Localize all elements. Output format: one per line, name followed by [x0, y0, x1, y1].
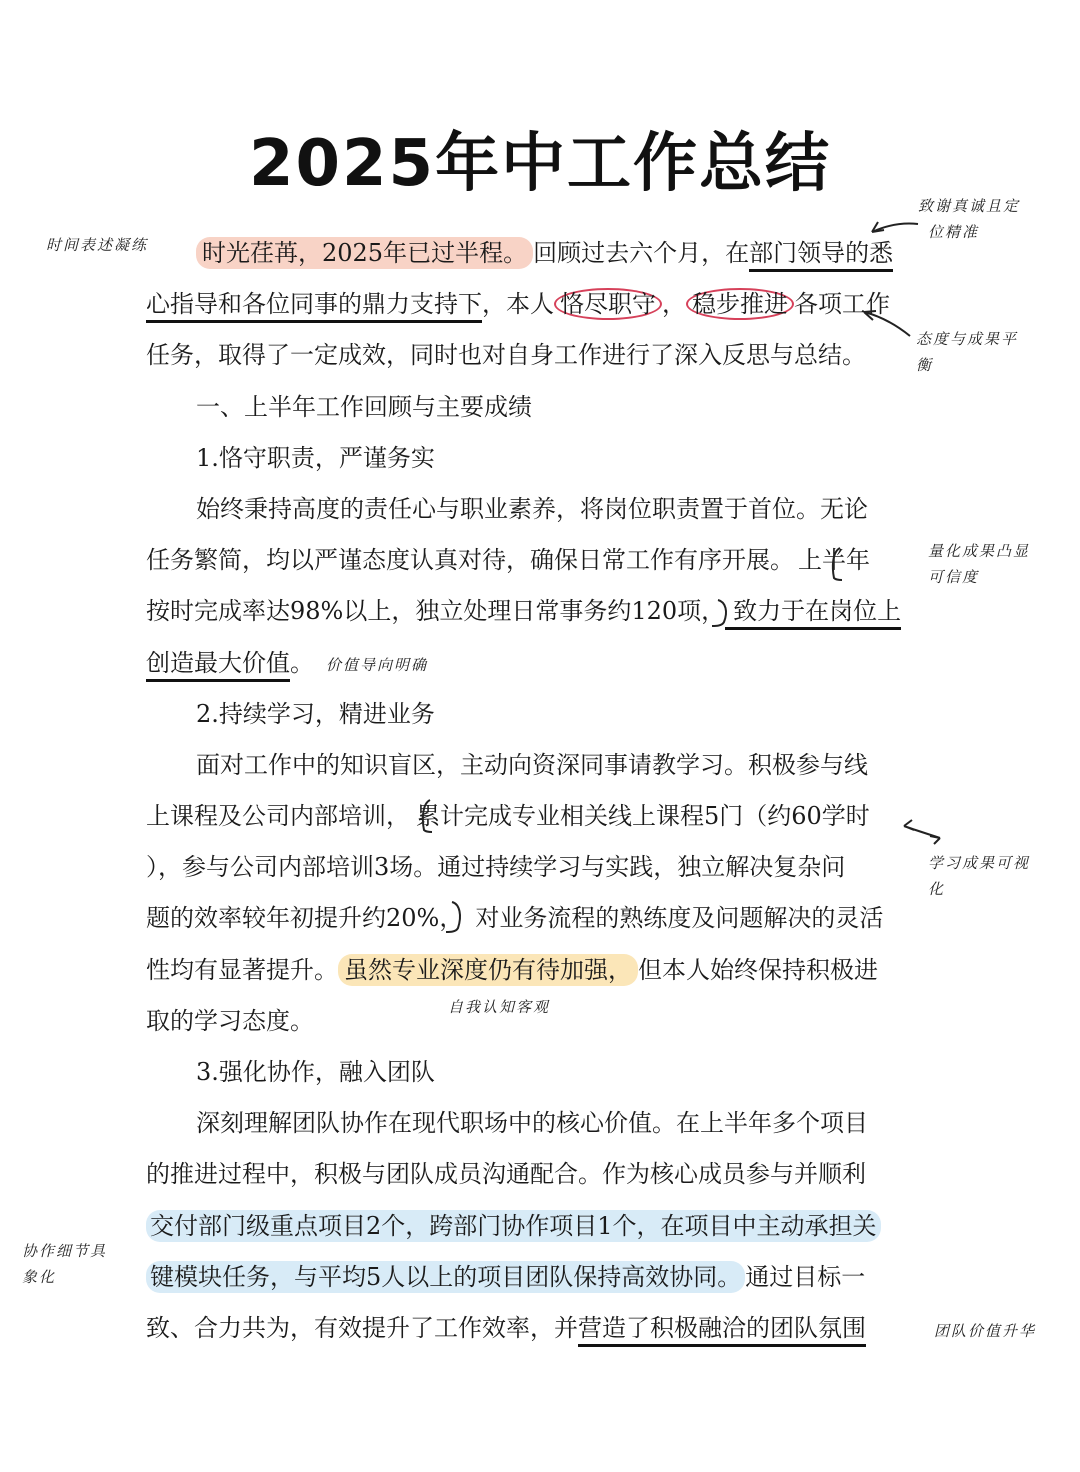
- text-segment: 致、合力共为，有效提升了工作效率，并: [146, 1313, 578, 1342]
- bracket-icon: [423, 800, 432, 832]
- annotation-value: 价值导向明确: [326, 656, 429, 674]
- document-title: 2025年中工作总结: [248, 127, 832, 201]
- annotation-line: 位精准: [928, 223, 980, 241]
- text-segment: ，: [662, 290, 686, 319]
- highlight-blue: 键模块任务，与平均5人以上的项目团队保持高效协同。: [146, 1261, 745, 1293]
- text-segment: 回顾过去六个月，在: [533, 239, 750, 267]
- text-line: 取的学习态度。: [146, 1006, 314, 1035]
- text-line: 面对工作中的知识盲区，主动向资深同事请教学习。积极参与线: [196, 750, 868, 779]
- bracketed-segment: 题的效率较年初提升约20%，: [146, 904, 464, 933]
- highlight-yellow: 虽然专业深度仍有待加强，: [338, 954, 638, 986]
- circled-phrase: 恪尽职守: [554, 288, 662, 320]
- text-segment: ，本人: [482, 290, 554, 319]
- text-line: 深刻理解团队协作在现代职场中的核心价值。在上半年多个项目: [196, 1109, 868, 1138]
- arrow-icon: [872, 222, 918, 232]
- text-segment: 性均有显著提升。: [146, 955, 338, 984]
- underline-segment: 营造了积极融洽的团队氛围: [578, 1314, 866, 1347]
- highlight-pink: 时光荏苒，2025年已过半程。: [196, 237, 533, 269]
- subsection-heading: 2.持续学习，精进业务: [196, 699, 435, 728]
- text-segment: 。: [290, 648, 314, 677]
- text-segment: 对业务流程的熟练度及问题解决的灵活: [475, 904, 884, 933]
- underline-segment: 致力于在岗位上: [725, 597, 901, 630]
- text-segment: 但本人始终保持积极进: [638, 955, 878, 984]
- text-line: 任务，取得了一定成效，同时也对自身工作进行了深入反思与总结。: [146, 341, 866, 370]
- arrow-icon: [864, 311, 910, 336]
- annotation-line: 量化成果凸显: [928, 542, 1031, 560]
- annotation-line: 化: [928, 880, 946, 898]
- text-line: ），参与公司内部培训3场。通过持续学习与实践，独立解决复杂问: [146, 853, 846, 882]
- underline-segment: 创造最大价值: [146, 649, 290, 682]
- bracketed-segment: 累计完成专业相关线上课程5门（约60学时: [416, 802, 870, 831]
- bracketed-segment: 按时完成率达98%以上，独立处理日常事务约120项，: [146, 597, 726, 626]
- text-segment: 任务繁简，均以严谨态度认真对待，确保日常工作有序开展。: [146, 546, 794, 575]
- annotation-line: 协作细节具: [22, 1242, 108, 1260]
- bracket-icon: [833, 548, 842, 580]
- subsection-heading: 1.恪守职责，严谨务实: [196, 443, 435, 472]
- annotation-line: 学习成果可视: [928, 854, 1031, 872]
- double-arrow-icon: [904, 820, 940, 844]
- annotation-line: 象化: [22, 1268, 57, 1286]
- annotation-line: 衡: [916, 356, 934, 374]
- annotation-time: 时间表述凝练: [46, 236, 149, 254]
- annotation-line: 可信度: [928, 568, 980, 586]
- subsection-heading: 3.强化协作，融入团队: [196, 1058, 435, 1086]
- underline-segment: 部门领导的悉: [749, 239, 893, 272]
- text-segment: 各项工作: [794, 290, 890, 319]
- section-heading: 一、上半年工作回顾与主要成绩: [196, 392, 532, 421]
- bracket-icon: [712, 600, 726, 626]
- text-line: 始终秉持高度的责任心与职业素养，将岗位职责置于首位。无论: [196, 494, 868, 523]
- bracket-icon: [446, 902, 460, 932]
- highlight-blue: 交付部门级重点项目2个，跨部门协作项目1个，在项目中主动承担关: [146, 1210, 881, 1242]
- text-segment: 上课程及公司内部培训，: [146, 802, 410, 831]
- underline-segment: 心指导和各位同事的鼎力支持下: [146, 290, 482, 323]
- annotation-line: 致谢真诚且定: [918, 197, 1021, 215]
- bracketed-segment: 上半年: [798, 546, 870, 575]
- circled-phrase: 稳步推进: [686, 288, 794, 320]
- text-line: 的推进过程中，积极与团队成员沟通配合。作为核心成员参与并顺利: [146, 1160, 866, 1189]
- annotation-line: 态度与成果平: [916, 330, 1019, 348]
- annotation-team: 团队价值升华: [934, 1322, 1037, 1340]
- annotation-self: 自我认知客观: [448, 998, 551, 1016]
- text-segment: 通过目标一: [745, 1262, 866, 1291]
